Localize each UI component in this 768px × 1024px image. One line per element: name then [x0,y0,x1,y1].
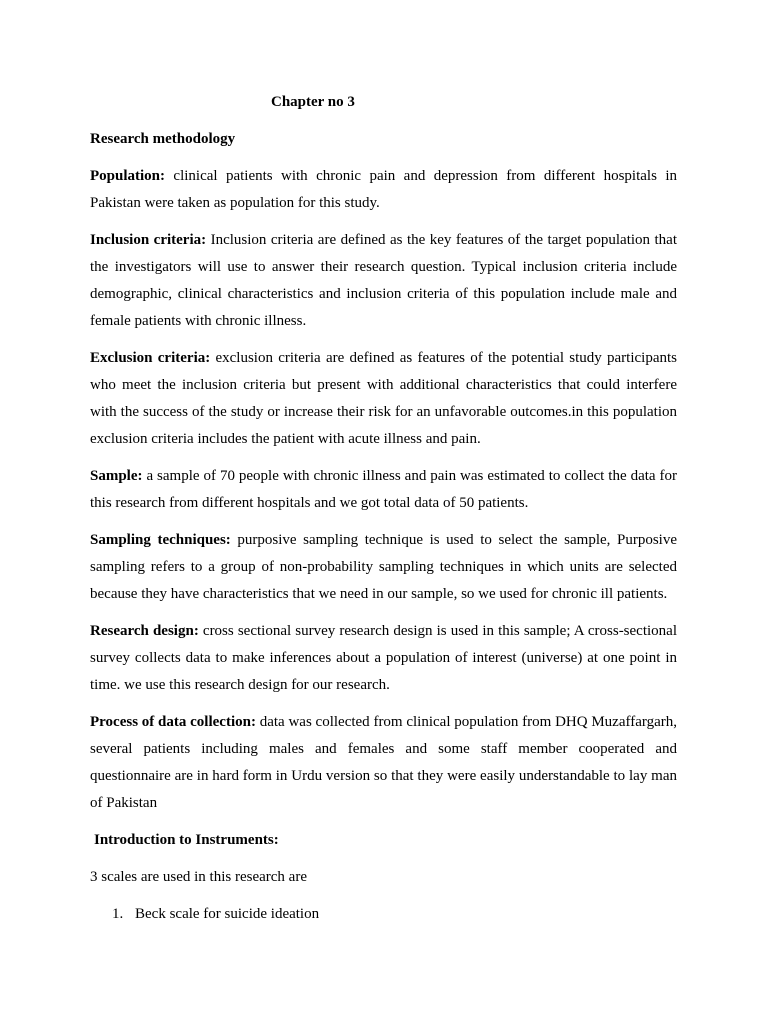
paragraph-text: exclusion criteria are defined as features of the potential study participants who meet the inclusion criteria but present with additional characteristics that could interfere with the success of the study or increase their risk for an unfavorable outcomes.in this population exclusion criteria includes the patient with acute illness and pain. [90,350,677,447]
paragraph-research-design [90,618,677,699]
paragraph-label: Sampling techniques: [90,532,231,548]
paragraph-label: Inclusion criteria: [90,232,207,248]
paragraph-text: Inclusion criteria are defined as the key features of the target population that the investigators will use to answer their research question. Typical inclusion criteria include demographic, clinical characteristics and inclusion criteria of this population include male and female patients with chronic illness. [90,232,678,329]
instruments-heading: Introduction to Instruments: [94,832,279,848]
list-item [90,901,677,928]
list-item-number: 1. [112,906,124,922]
paragraph-label: Exclusion criteria: [90,350,211,366]
paragraph-text: data was collected from clinical population from DHQ Muzaffargarh, several patients including males and females and some staff member cooperated and questionnaire are in hard form in Urdu version so that they were easily understandable to lay man of Pakistan [90,714,678,811]
scales-intro: 3 scales are used in this research are [90,869,307,885]
paragraph-text: cross sectional survey research design is used in this sample; A cross-sectional survey collects data to make inferences about a population of interest (universe) at one point in time. we use this research design for our research. [90,623,677,693]
paragraph-text: clinical patients with chronic pain and depression from different hospitals in Pakistan were taken as population for this study. [90,168,677,211]
paragraph-text: purposive sampling technique is used to select the sample, Purposive sampling refers to a group of non-probability sampling techniques in which units are selected because they have characteristics that we need in our sample, so we used for chronic ill patients. [90,532,677,602]
paragraph-inclusion-criteria [90,227,677,335]
list-item-text: Beck scale for suicide ideation [135,906,320,922]
paragraph-label: Population: [90,168,166,184]
paragraph-label: Research design: [90,623,199,639]
paragraph-data-collection [90,709,677,817]
paragraph-population [90,163,677,217]
paragraph-text: a sample of 70 people with chronic illness and pain was estimated to collect the data for this research from different hospitals and we got total data of 50 patients. [90,468,677,511]
paragraph-exclusion-criteria [90,345,677,453]
document-body [90,89,677,928]
section-heading: Research methodology [90,131,236,147]
paragraph-sampling-techniques [90,527,677,608]
paragraph-label: Sample: [90,468,143,484]
paragraph-sample [90,463,677,517]
paragraph-label: Process of data collection: [90,714,256,730]
chapter-title: Chapter no 3 [271,94,355,110]
scales-list [90,901,677,928]
